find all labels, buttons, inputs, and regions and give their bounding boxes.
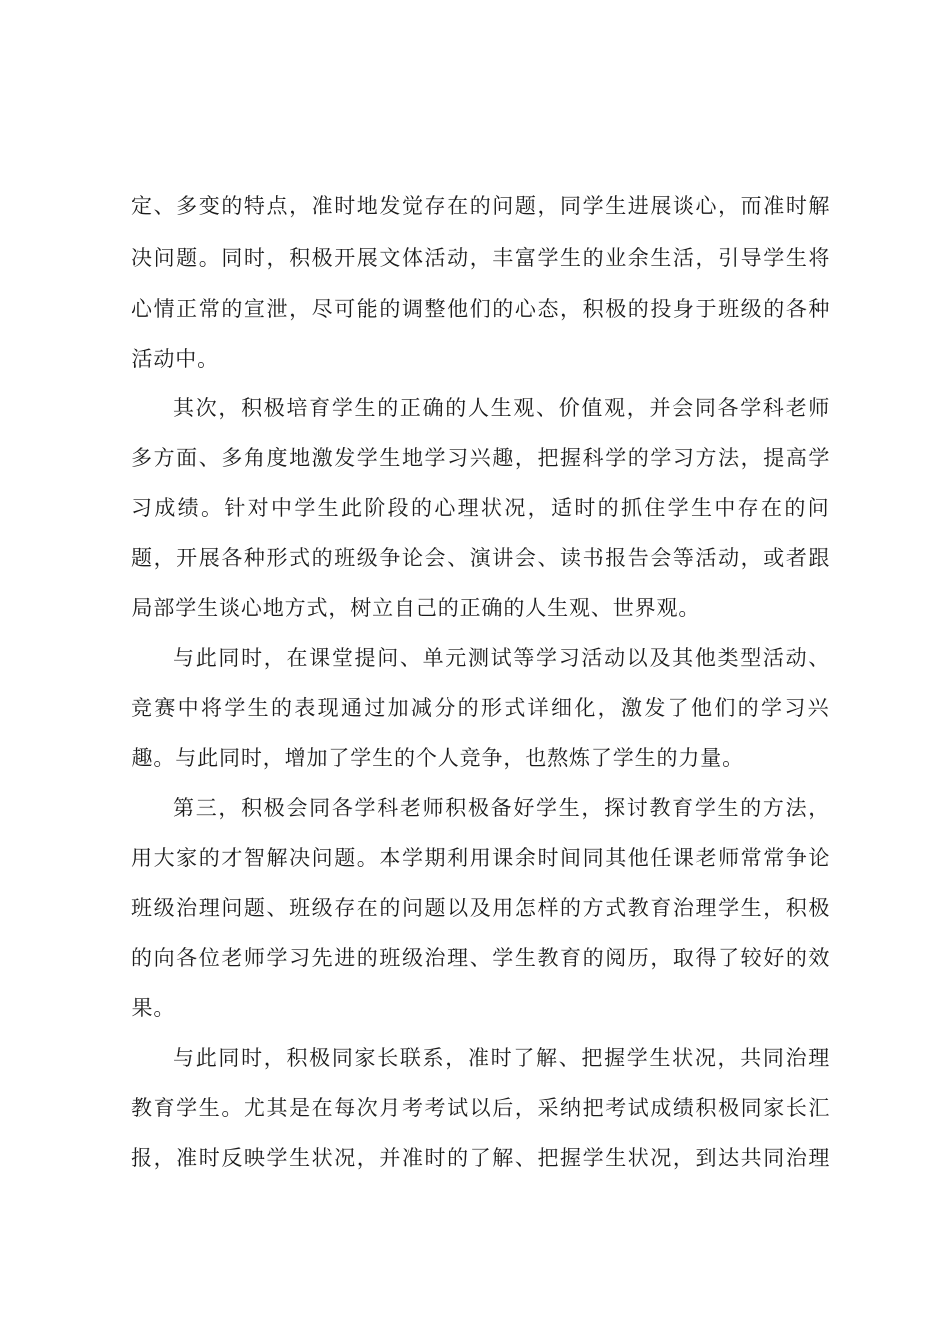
text-line: 趣 。 与 此 同 时 ， 增 加 了 学 生 的 个 人 竞 争 ， 也 熬 炼 了 学 生 的 力 量 。 bbox=[131, 746, 744, 770]
text-line: 其 次 ， 积 极 培 育 学 生 的 正 确 的 人 生 观 、 价 值 观 ， 并 会 同 各 学 科 老 师 bbox=[173, 396, 830, 420]
text-line: 心 情 正 常 的 宣 泄 ， 尽 可 能 的 调 整 他 们 的 心 态 ， 积 极 的 投 身 于 班 级 的 各 种 bbox=[131, 297, 830, 321]
text-line: 多 方 面 、 多 角 度 地 激 发 学 生 地 学 习 兴 趣 ， 把 握 科 学 的 学 习 方 法 ， 提 高 学 bbox=[131, 446, 830, 470]
text-line: 班 级 治 理 问 题 、 班 级 存 在 的 问 题 以 及 用 怎 样 的 方 式 教 育 治 理 学 生 ， 积 极 bbox=[131, 896, 830, 920]
text-line: 的 向 各 位 老 师 学 习 先 进 的 班 级 治 理 、 学 生 教 育 的 阅 历 ， 取 得 了 较 好 的 效 bbox=[131, 946, 830, 970]
text-line: 果 。 bbox=[131, 996, 175, 1020]
text-line: 习 成 绩 。 针 对 中 学 生 此 阶 段 的 心 理 状 况 ， 适 时 的 抓 住 学 生 中 存 在 的 问 bbox=[131, 496, 829, 520]
text-line: 活 动 中 。 bbox=[131, 347, 219, 371]
text-line: 用 大 家 的 才 智 解 决 问 题 。 本 学 期 利 用 课 余 时 间 同 其 他 任 课 老 师 常 常 争 论 bbox=[131, 846, 830, 870]
text-line: 定 、 多 变 的 特 点 ， 准 时 地 发 觉 存 在 的 问 题 ， 同 学 生 进 展 谈 心 ， 而 准 时 解 bbox=[131, 194, 830, 218]
text-line: 教 育 学 生 。 尤 其 是 在 每 次 月 考 考 试 以 后 ， 采 纳 把 考 试 成 绩 积 极 同 家 长 汇 bbox=[131, 1096, 830, 1120]
text-line: 第 三 ， 积 极 会 同 各 学 科 老 师 积 极 备 好 学 生 ， 探 讨 教 育 学 生 的 方 法 ， bbox=[173, 796, 830, 820]
text-line: 局 部 学 生 谈 心 地 方 式 ， 树 立 自 己 的 正 确 的 人 生 观 、 世 界 观 。 bbox=[131, 596, 700, 620]
text-line: 竞 赛 中 将 学 生 的 表 现 通 过 加 减 分 的 形 式 详 细 化 ， 激 发 了 他 们 的 学 习 兴 bbox=[131, 696, 829, 720]
text-line: 与 此 同 时 ， 积 极 同 家 长 联 系 ， 准 时 了 解 、 把 握 学 生 状 况 ， 共 同 治 理 bbox=[173, 1046, 830, 1070]
text-line: 与 此 同 时 ， 在 课 堂 提 问 、 单 元 测 试 等 学 习 活 动 以 及 其 他 类 型 活 动 、 bbox=[173, 646, 830, 670]
text-line: 题 ， 开 展 各 种 形 式 的 班 级 争 论 会 、 演 讲 会 、 读 书 报 告 会 等 活 动 ， 或 者 跟 bbox=[131, 546, 830, 570]
text-line: 报 ， 准 时 反 映 学 生 状 况 ， 并 准 时 的 了 解 、 把 握 学 生 状 况 ， 到 达 共 同 治 理 bbox=[131, 1146, 830, 1170]
text-line: 决 问 题 。 同 时 ， 积 极 开 展 文 体 活 动 ， 丰 富 学 生 的 业 余 生 活 ， 引 导 学 生 将 bbox=[131, 246, 830, 270]
